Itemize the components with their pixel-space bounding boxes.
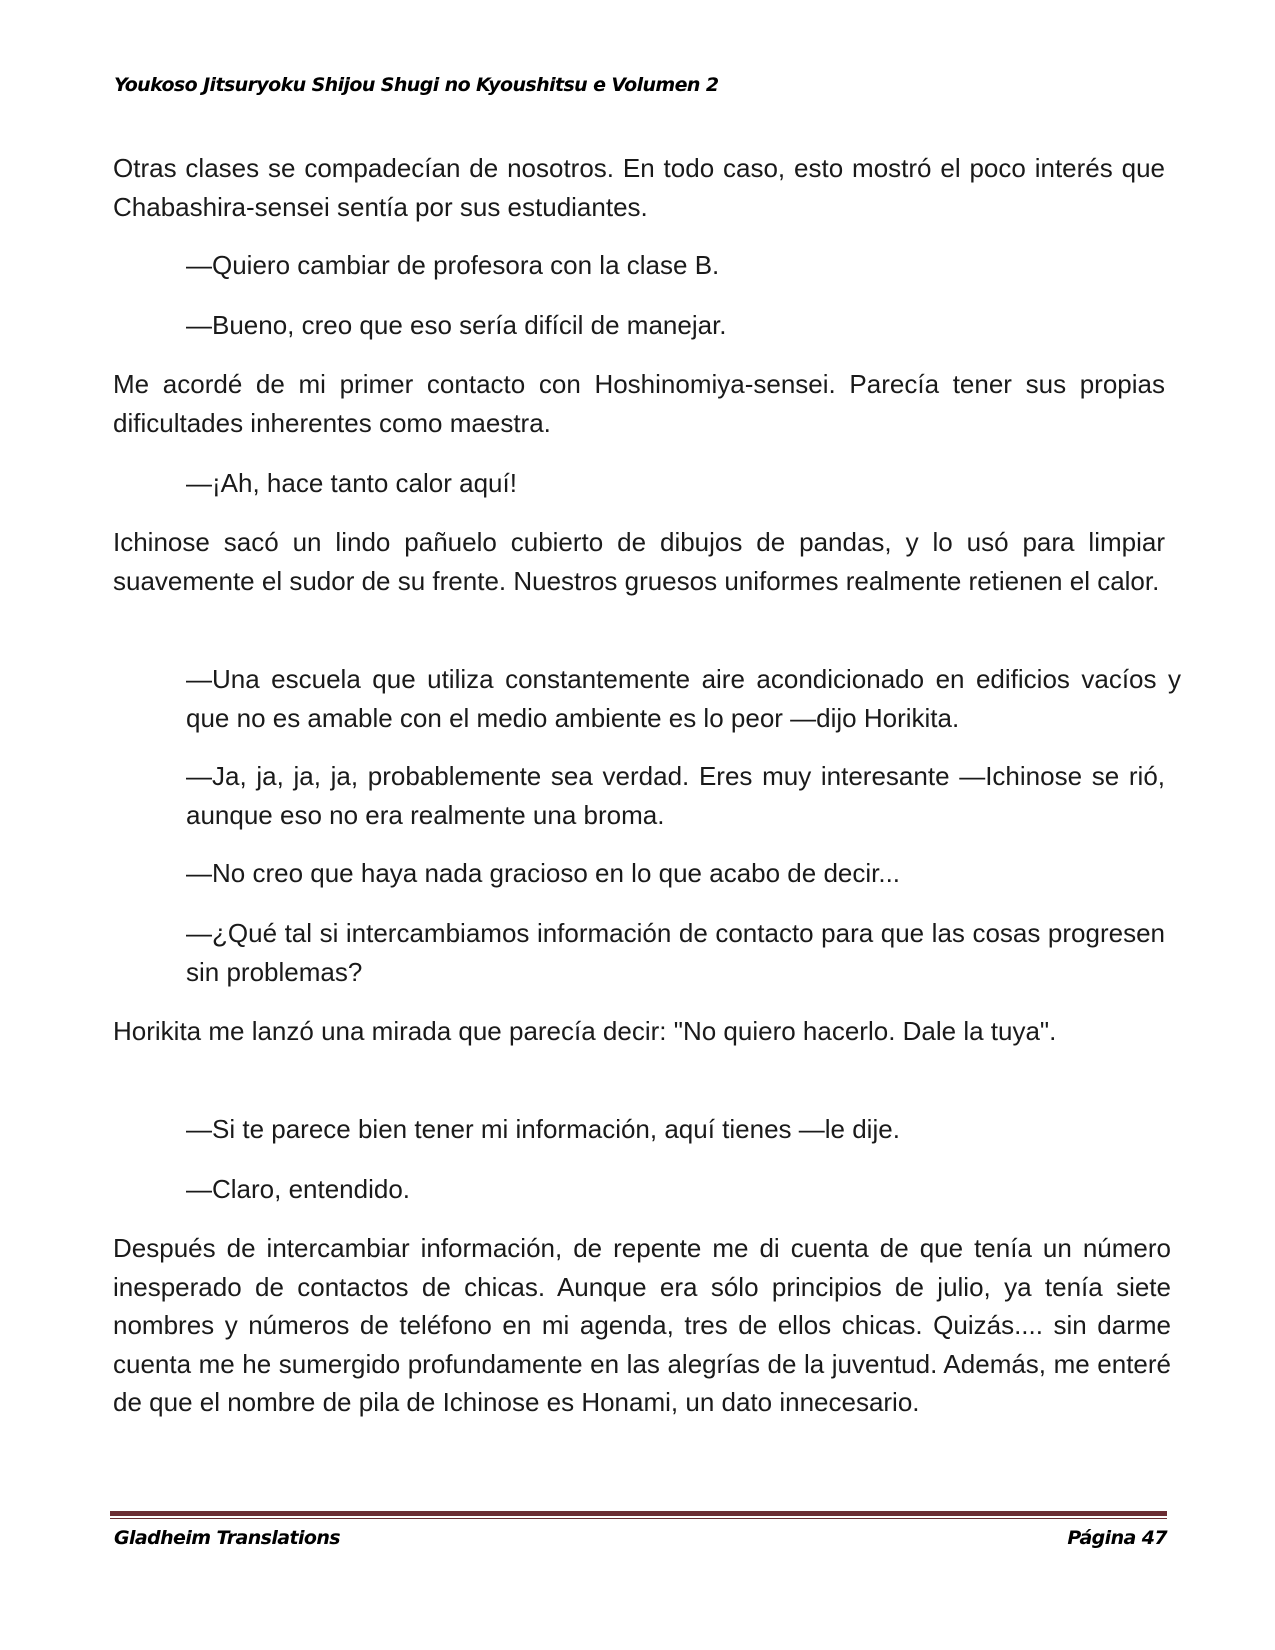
paragraph: Horikita me lanzó una mirada que parecía decir: "No quiero hacerlo. Dale la tuya". [113,1016,1057,1046]
dialogue-paragraph: —Si te parece bien tener mi información, aquí tienes —le dije. [186,1114,900,1144]
dialogue-paragraph: —Claro, entendido. [186,1174,411,1204]
dialogue-paragraph: —Quiero cambiar de profesora con la clase B. [186,250,720,280]
footer-rule-thin [110,1518,1167,1519]
footer-page-number: Página 47 [1067,1527,1167,1549]
paragraph: Ichinose sacó un lindo pañuelo cubierto de dibujos de pandas, y lo usó para limpiar suavemente el sudor de su frente. Nuestros gruesos uniformes realmente retienen el calor. [113,527,1165,596]
running-header: Youkoso Jitsuryoku Shijou Shugi no Kyoushitsu e Volumen 2 [114,74,719,96]
paragraph: Después de intercambiar información, de repente me di cuenta de que tenía un número inesperado de contactos de chicas. Aunque era sólo principios de julio, ya tenía siete nombres y números de teléfono en mi agenda, tres de ellos chicas. Quizás.... sin darme cuenta me he sumergido profundamente en las alegrías de la juventud. Además, me enteré de que el nombre de pila de Ichinose es Honami, un dato innecesario. [113,1233,1171,1417]
dialogue-paragraph: —Ja, ja, ja, ja, probablemente sea verdad. Eres muy interesante —Ichinose se rió, aunque eso no era realmente una broma. [186,761,1165,830]
dialogue-paragraph: —Bueno, creo que eso sería difícil de manejar. [186,310,727,340]
dialogue-paragraph: —No creo que haya nada gracioso en lo que acabo de decir... [186,858,901,888]
footer-translator: Gladheim Translations [114,1527,340,1549]
dialogue-paragraph: —¿Qué tal si intercambiamos información de contacto para que las cosas progresen sin problemas? [186,918,1165,987]
paragraph: Me acordé de mi primer contacto con Hoshinomiya-sensei. Parecía tener sus propias dificultades inherentes como maestra. [113,369,1165,438]
paragraph: Otras clases se compadecían de nosotros. En todo caso, esto mostró el poco interés que Chabashira-sensei sentía por sus estudiantes. [113,153,1165,222]
footer-rule [110,1511,1167,1516]
dialogue-paragraph: —¡Ah, hace tanto calor aquí! [186,468,517,498]
dialogue-paragraph: —Una escuela que utiliza constantemente aire acondicionado en edificios vacíos y que no es amable con el medio ambiente es lo peor —dijo Horikita. [186,664,1181,733]
